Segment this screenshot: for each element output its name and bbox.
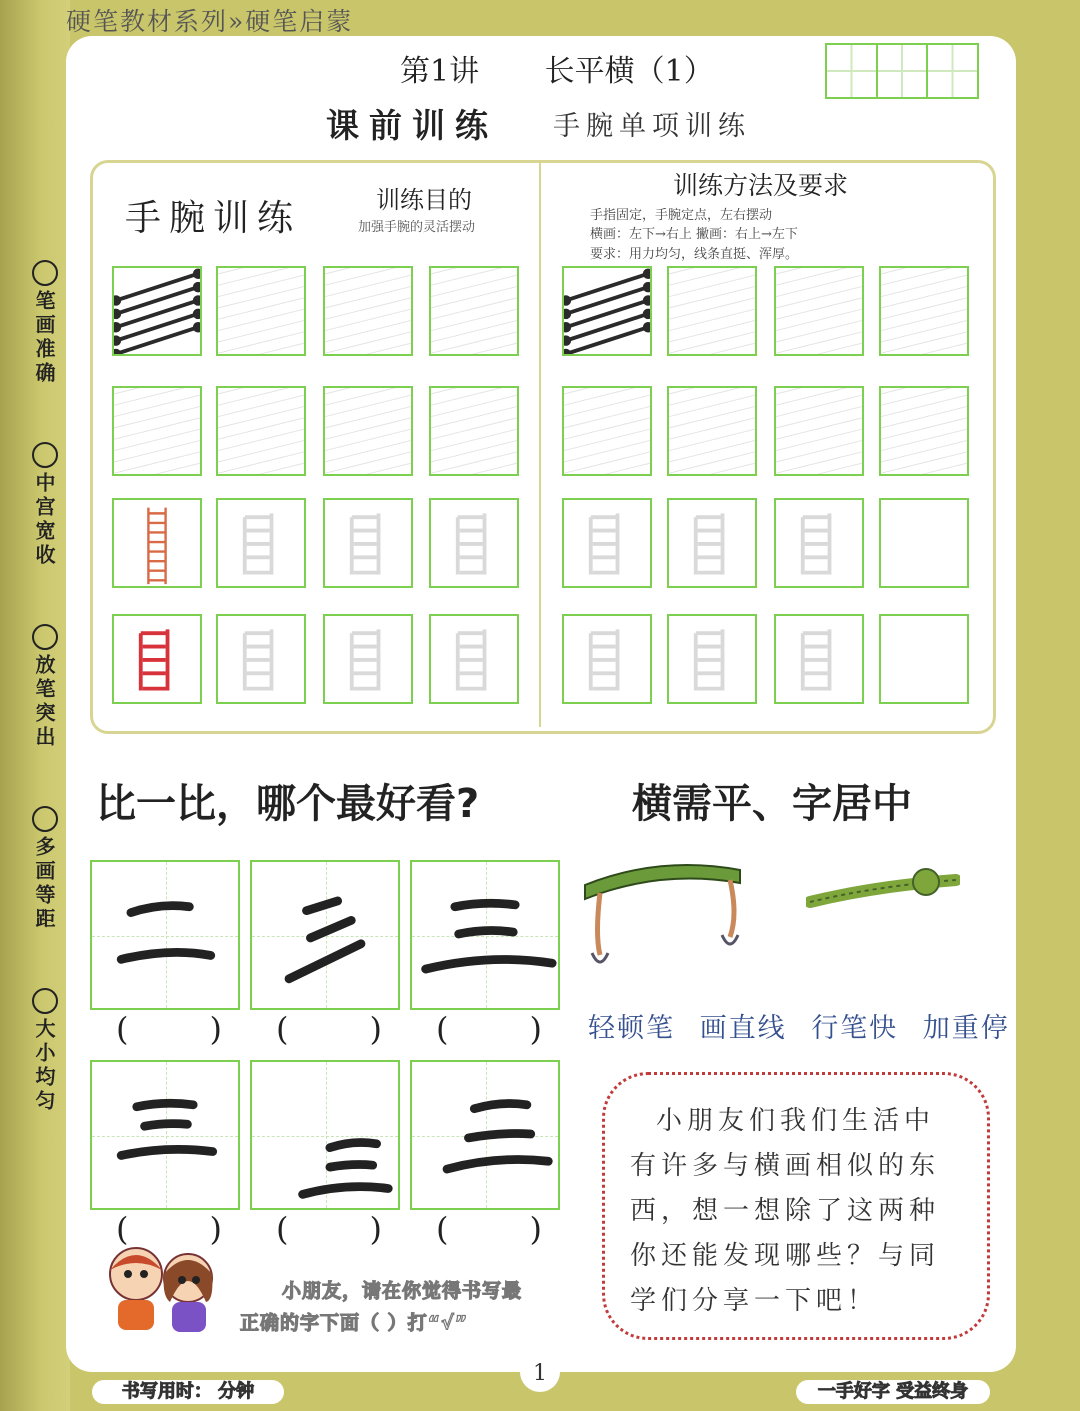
practice-box[interactable]	[667, 614, 757, 704]
practice-box[interactable]	[774, 266, 864, 356]
practice-box[interactable]	[562, 266, 652, 356]
practice-box[interactable]	[323, 614, 413, 704]
talk-line: 有许多与横画相似的东	[630, 1151, 941, 1181]
practice-box[interactable]	[667, 266, 757, 356]
writing-point	[30, 260, 59, 386]
practice-box[interactable]	[216, 614, 306, 704]
paren-left: (	[436, 1010, 449, 1048]
hint-line: 小朋友，请在你觉得书写最	[282, 1280, 523, 1302]
rope-illustration	[806, 866, 960, 916]
compare-heading: 比一比，哪个最好看?	[96, 781, 480, 827]
swing-illustration	[580, 845, 750, 975]
method-line: 要求：用力均匀，线条直挺、浑厚。	[590, 247, 799, 262]
practice-box[interactable]	[667, 386, 757, 476]
practice-box[interactable]	[216, 266, 306, 356]
rule-heading: 横需平、字居中	[632, 781, 912, 827]
point-label: 大小均匀	[32, 1018, 56, 1114]
writing-point	[30, 806, 59, 932]
answer-parentheses[interactable]	[414, 1010, 564, 1048]
practice-box[interactable]	[112, 614, 202, 704]
answer-parentheses[interactable]	[414, 1210, 564, 1248]
check-circle[interactable]	[32, 806, 58, 832]
compare-box	[90, 1060, 240, 1210]
goal-text: 加强手腕的灵活摆动	[358, 220, 476, 235]
practice-box[interactable]	[323, 266, 413, 356]
point-label: 多画等距	[32, 836, 56, 932]
paren-right: )	[209, 1010, 222, 1048]
practice-box[interactable]	[879, 498, 969, 588]
tip-item: 行笔快	[811, 1013, 899, 1044]
practice-box[interactable]	[323, 386, 413, 476]
practice-box[interactable]	[112, 386, 202, 476]
paren-right: )	[529, 1010, 542, 1048]
talk-line: 学们分享一下吧！	[630, 1286, 879, 1316]
practice-box[interactable]	[879, 266, 969, 356]
paren-left: (	[116, 1210, 129, 1248]
method-heading: 训练方法及要求	[673, 171, 849, 200]
practice-box[interactable]	[112, 498, 202, 588]
point-label: 笔画准确	[32, 290, 56, 386]
tip-line	[588, 1006, 1024, 1045]
practice-box[interactable]	[323, 498, 413, 588]
practice-box[interactable]	[562, 498, 652, 588]
paren-left: (	[276, 1210, 289, 1248]
paren-right: )	[369, 1010, 382, 1048]
writing-time: 书写用时： 分钟	[92, 1380, 284, 1404]
paren-left: (	[116, 1010, 129, 1048]
score-grid[interactable]	[825, 43, 979, 99]
talk-line: 西，想一想除了这两种	[630, 1196, 941, 1226]
tip-item: 画直线	[699, 1013, 787, 1044]
practice-box[interactable]	[429, 614, 519, 704]
talk-line: 小朋友们我们生活中	[656, 1106, 936, 1136]
writing-point	[30, 988, 59, 1114]
compare-box	[410, 860, 560, 1010]
footer-slogan: 一手好字 受益终身	[796, 1380, 990, 1404]
goal-heading: 训练目的	[376, 186, 472, 214]
practice-box[interactable]	[112, 266, 202, 356]
section-title: 课前训练	[326, 106, 498, 145]
point-label: 中宫宽收	[32, 472, 56, 568]
practice-box[interactable]	[879, 614, 969, 704]
lesson-topic: 长平横（1）	[544, 54, 714, 89]
method-line: 手指固定，手腕定点，左右摆动	[590, 208, 773, 223]
compare-box	[410, 1060, 560, 1210]
series-label: 硬笔教材系列»硬笔启蒙	[66, 7, 354, 36]
page-number: 1	[520, 1352, 560, 1392]
tip-item: 轻顿笔	[588, 1013, 675, 1044]
practice-box[interactable]	[667, 498, 757, 588]
compare-box	[90, 860, 240, 1010]
tip-item: 加重停	[922, 1013, 1010, 1044]
paren-right: )	[529, 1210, 542, 1248]
check-circle[interactable]	[32, 442, 58, 468]
lesson-number: 第1讲	[400, 54, 480, 89]
paren-left: (	[436, 1210, 449, 1248]
writing-point	[30, 442, 59, 568]
hint-line: 正确的字下面（ ）打“√”	[240, 1312, 469, 1334]
practice-box[interactable]	[429, 266, 519, 356]
practice-box[interactable]	[562, 386, 652, 476]
practice-box[interactable]	[774, 614, 864, 704]
check-circle[interactable]	[32, 624, 58, 650]
compare-box	[250, 860, 400, 1010]
check-circle[interactable]	[32, 988, 58, 1014]
practice-box[interactable]	[774, 498, 864, 588]
lesson-title	[400, 46, 770, 90]
practice-box[interactable]	[216, 386, 306, 476]
wrist-training-title: 手腕训练	[125, 198, 302, 239]
practice-box[interactable]	[562, 614, 652, 704]
practice-box[interactable]	[216, 498, 306, 588]
paren-right: )	[369, 1210, 382, 1248]
practice-box[interactable]	[429, 386, 519, 476]
check-circle[interactable]	[32, 260, 58, 286]
answer-parentheses[interactable]	[254, 1010, 404, 1048]
talk-line: 你还能发现哪些？与同	[630, 1241, 941, 1271]
practice-box[interactable]	[774, 386, 864, 476]
writing-point	[30, 624, 59, 750]
kids-illustration	[96, 1240, 226, 1340]
answer-parentheses[interactable]	[254, 1210, 404, 1248]
section-subtitle: 手腕单项训练	[553, 111, 751, 142]
compare-box	[250, 1060, 400, 1210]
practice-box[interactable]	[429, 498, 519, 588]
method-line: 横画：左下→右上 撇画：右上→左下	[590, 227, 798, 242]
point-label: 放笔突出	[32, 654, 56, 750]
practice-box[interactable]	[879, 386, 969, 476]
panel-divider	[539, 162, 541, 727]
answer-parentheses[interactable]	[94, 1010, 244, 1048]
paren-right: )	[209, 1210, 222, 1248]
paren-left: (	[276, 1010, 289, 1048]
